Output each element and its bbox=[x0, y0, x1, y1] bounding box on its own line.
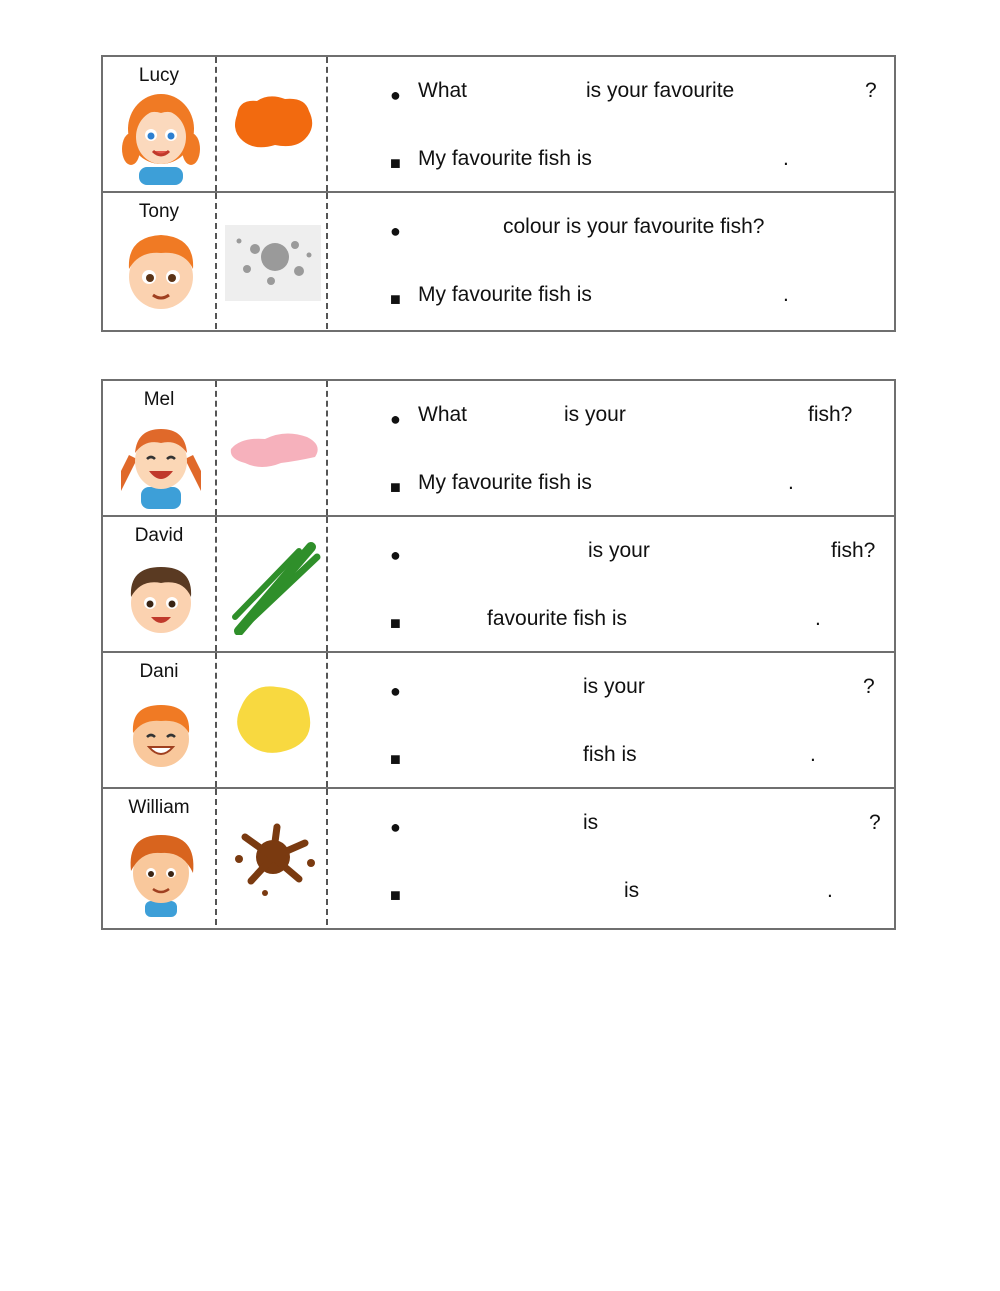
question-text: is your bbox=[564, 403, 626, 426]
question-line bbox=[328, 675, 894, 705]
question-text: is bbox=[583, 811, 599, 834]
sentence-cell bbox=[328, 789, 894, 925]
child-name: David bbox=[134, 525, 184, 546]
round-bullet-icon: ● bbox=[390, 545, 401, 565]
answer-line bbox=[328, 471, 894, 501]
question-text: fish? bbox=[808, 403, 853, 426]
answer-text: fish is bbox=[583, 743, 637, 766]
question-text: is your favourite bbox=[586, 79, 735, 102]
round-bullet-icon: ● bbox=[390, 221, 401, 241]
sentence-cell bbox=[328, 193, 894, 329]
question-text: colour is your favourite fish? bbox=[503, 215, 765, 238]
boy-freckles-face-icon bbox=[121, 821, 201, 917]
name-cell bbox=[103, 381, 215, 515]
question-mark: ? bbox=[865, 79, 877, 102]
boy-face-icon bbox=[121, 225, 201, 321]
boy-smiling-face-icon bbox=[121, 685, 201, 781]
question-mark: ? bbox=[863, 675, 875, 698]
row-william bbox=[103, 789, 894, 925]
name-cell bbox=[103, 653, 215, 787]
round-bullet-icon: ● bbox=[390, 409, 401, 429]
square-bullet-icon: ■ bbox=[390, 885, 401, 905]
answer-period: . bbox=[815, 607, 821, 630]
sentence-cell bbox=[328, 653, 894, 787]
question-text: is your bbox=[588, 539, 650, 562]
answer-line bbox=[328, 743, 894, 773]
answer-line bbox=[328, 607, 894, 637]
question-text: fish? bbox=[831, 539, 876, 562]
name-cell bbox=[103, 517, 215, 651]
row-mel bbox=[103, 381, 894, 517]
question-line bbox=[328, 79, 894, 109]
square-bullet-icon: ■ bbox=[390, 153, 401, 173]
color-cell bbox=[215, 381, 328, 515]
green-paint-strokes-icon bbox=[225, 535, 321, 635]
round-bullet-icon: ● bbox=[390, 817, 401, 837]
question-text: is your bbox=[583, 675, 645, 698]
name-cell bbox=[103, 193, 215, 329]
square-bullet-icon: ■ bbox=[390, 613, 401, 633]
brown-paint-splatter-icon bbox=[225, 807, 321, 907]
answer-line bbox=[328, 283, 894, 313]
answer-period: . bbox=[827, 879, 833, 902]
answer-text: is bbox=[624, 879, 640, 902]
row-tony bbox=[103, 193, 894, 329]
sentence-cell bbox=[328, 381, 894, 515]
answer-period: . bbox=[810, 743, 816, 766]
round-bullet-icon: ● bbox=[390, 85, 401, 105]
answer-text: favourite fish is bbox=[487, 607, 628, 630]
child-name: Mel bbox=[143, 389, 175, 410]
child-name: Tony bbox=[138, 201, 180, 222]
child-name: Lucy bbox=[138, 65, 180, 86]
boy-face-icon bbox=[121, 549, 201, 645]
answer-period: . bbox=[783, 147, 789, 170]
sentence-cell bbox=[328, 57, 894, 191]
child-name: William bbox=[128, 797, 190, 818]
answer-text: My favourite fish is bbox=[418, 147, 592, 170]
square-bullet-icon: ■ bbox=[390, 749, 401, 769]
color-cell bbox=[215, 789, 328, 925]
question-line bbox=[328, 811, 894, 841]
answer-line bbox=[328, 147, 894, 177]
girl-face-icon bbox=[121, 89, 201, 185]
grey-paint-splatter-icon bbox=[225, 211, 321, 311]
color-cell bbox=[215, 193, 328, 329]
pink-paint-swatch-icon bbox=[225, 399, 321, 499]
row-lucy bbox=[103, 57, 894, 193]
question-line bbox=[328, 539, 894, 569]
orange-paint-swatch-icon bbox=[225, 75, 321, 175]
question-mark: ? bbox=[869, 811, 881, 834]
name-cell bbox=[103, 789, 215, 925]
name-cell bbox=[103, 57, 215, 191]
round-bullet-icon: ● bbox=[390, 681, 401, 701]
square-bullet-icon: ■ bbox=[390, 477, 401, 497]
row-dani bbox=[103, 653, 894, 789]
yellow-paint-swatch-icon bbox=[225, 671, 321, 771]
answer-text: My favourite fish is bbox=[418, 283, 592, 306]
color-cell bbox=[215, 57, 328, 191]
answer-line bbox=[328, 879, 894, 909]
square-bullet-icon: ■ bbox=[390, 289, 401, 309]
answer-text: My favourite fish is bbox=[418, 471, 592, 494]
question-line bbox=[328, 215, 894, 245]
worksheet-table-2 bbox=[101, 379, 896, 930]
girl-pigtails-face-icon bbox=[121, 413, 201, 509]
question-text: What bbox=[418, 403, 468, 426]
color-cell bbox=[215, 517, 328, 651]
child-name: Dani bbox=[139, 661, 179, 682]
worksheet-table-1 bbox=[101, 55, 896, 332]
question-text: What bbox=[418, 79, 468, 102]
row-david bbox=[103, 517, 894, 653]
answer-period: . bbox=[783, 283, 789, 306]
question-line bbox=[328, 403, 894, 433]
color-cell bbox=[215, 653, 328, 787]
sentence-cell bbox=[328, 517, 894, 651]
answer-period: . bbox=[788, 471, 794, 494]
